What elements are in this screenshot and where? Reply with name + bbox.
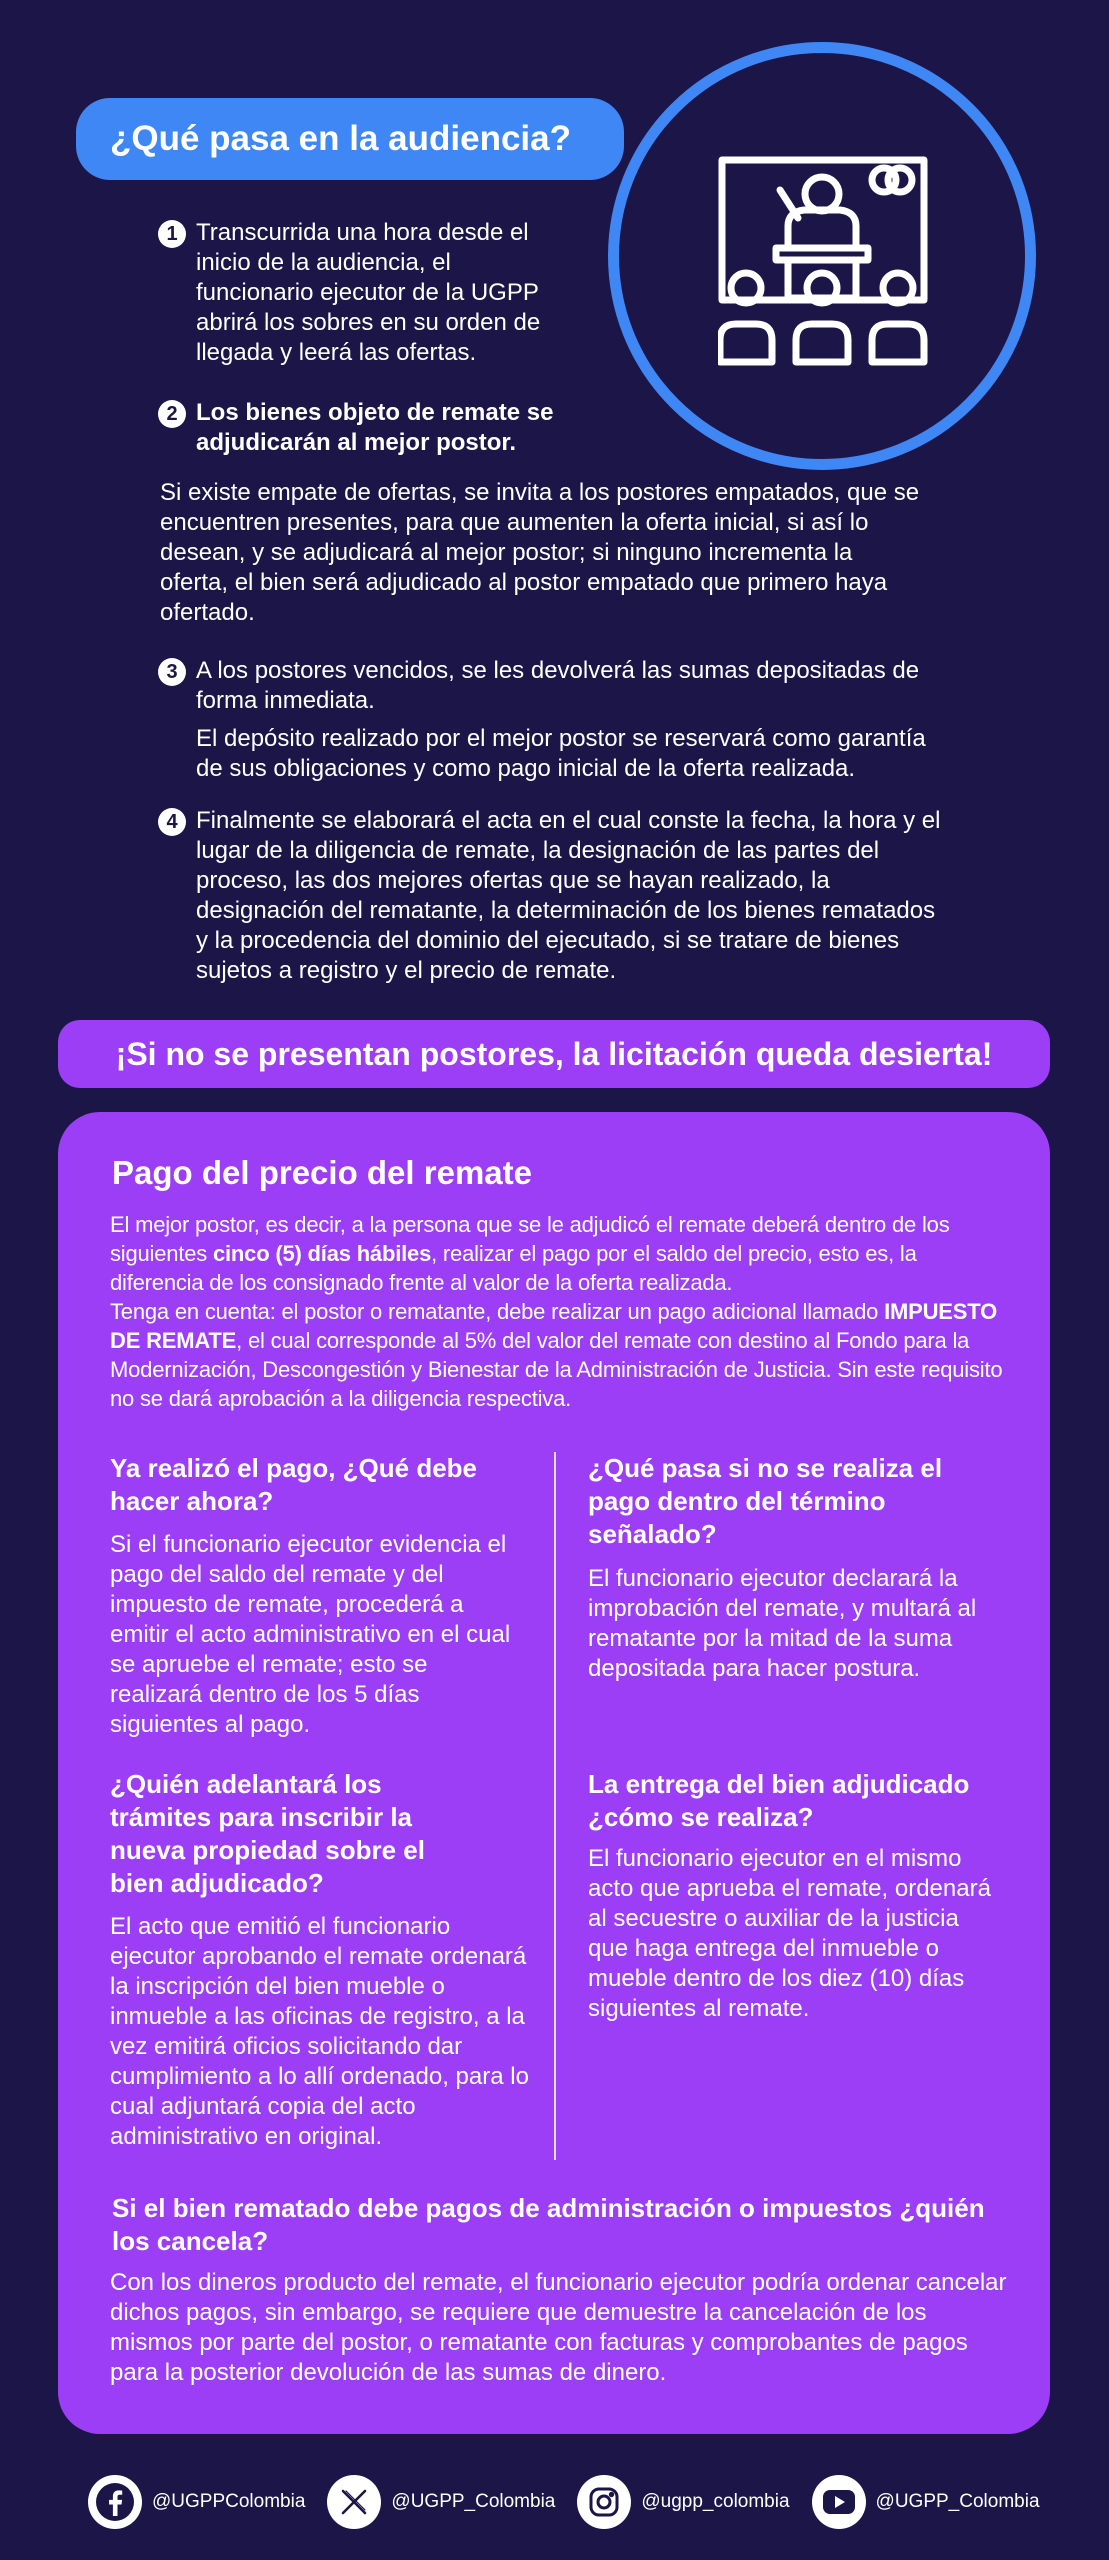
social-x[interactable] bbox=[327, 2475, 555, 2529]
facebook-icon bbox=[88, 2475, 142, 2529]
step-2-paragraph: Si existe empate de ofertas, se invita a los postores empatados, que se encuentren presentes, para que aumenten la oferta inicial, si así lo desean, y se adjudicará al mejor postor; si ninguno incrementa la oferta, el bien será adjudicado al postor empatado que primero haya ofertado. bbox=[160, 479, 920, 626]
step-3 bbox=[158, 656, 948, 716]
q2-title: ¿Qué pasa si no se realiza el pago dentro del término señalado? bbox=[588, 1453, 943, 1549]
step-2 bbox=[158, 398, 608, 458]
payment-panel bbox=[58, 1112, 1050, 2434]
column-divider bbox=[554, 1452, 556, 2160]
page-title-text: ¿Qué pasa en la audiencia? bbox=[110, 119, 571, 158]
page-title bbox=[76, 98, 624, 180]
intro-bold-deadline: cinco (5) días hábiles bbox=[212, 1241, 432, 1266]
payment-title: Pago del precio del remate bbox=[112, 1154, 532, 1191]
intro-text: , el cual corresponde al 5% del valor del remate con destino al Fondo para la Modernización, Descongestión y Bienestar de la Administración de Justicia. Sin este requisito no se dará aprobación a la diligencia respectiva. bbox=[110, 1328, 1003, 1411]
intro-text: , realizar el pago por el saldo del precio, esto es, la diferencia de los consignado frente al valor de la oferta realizada. bbox=[110, 1241, 917, 1295]
deserted-auction-banner bbox=[58, 1020, 1050, 1088]
social-handle: @UGPP_Colombia bbox=[391, 2491, 556, 2512]
step-text: A los postores vencidos, se les devolverá las sumas depositadas de forma inmediata. bbox=[196, 657, 920, 714]
payment-intro bbox=[110, 1210, 1010, 1413]
social-footer bbox=[88, 2472, 1048, 2532]
social-youtube[interactable] bbox=[812, 2475, 1040, 2529]
q5-text: Con los dineros producto del remate, el funcionario ejecutor podría ordenar cancelar dichos pagos, sin embargo, se requiere que demuestre la cancelación de los mismos por parte del postor, o rematante con facturas y comprobantes de pagos para la posterior devolución de las sumas de dinero. bbox=[110, 2269, 1007, 2386]
step-number: 1 bbox=[158, 220, 186, 248]
step-1 bbox=[158, 218, 568, 368]
social-facebook[interactable] bbox=[88, 2475, 305, 2529]
q4-text: El funcionario ejecutor en el mismo acto que aprueba el remate, ordenará al secuestre o auxiliar de la justicia que haga entrega del inmueble o mueble dentro de los diez (10) días siguientes al remate. bbox=[588, 1845, 991, 2022]
step-3-paragraph: El depósito realizado por el mejor postor se reservará como garantía de sus obligaciones y como pago inicial de la oferta realizada. bbox=[196, 725, 926, 782]
social-handle: @UGPPColombia bbox=[152, 2491, 306, 2512]
social-handle: @UGPP_Colombia bbox=[875, 2491, 1040, 2512]
q3-text: El acto que emitió el funcionario ejecutor aprobando el remate ordenará la inscripción del bien mueble o inmueble a las oficinas de registro, a la vez emitirá oficios solicitando dar cumplimiento a lo allí ordenado, para lo cual adjuntará copia del acto administrativo en original. bbox=[110, 1913, 529, 2150]
intro-text: El mejor postor, es decir, a la persona que se le adjudicó el remate deberá dentro de los siguientes bbox=[110, 1212, 950, 1266]
social-handle: @ugpp_colombia bbox=[641, 2491, 790, 2512]
x-icon bbox=[327, 2475, 381, 2529]
q5-title: Si el bien rematado debe pagos de administración o impuestos ¿quién los cancela? bbox=[112, 2193, 985, 2256]
step-number: 3 bbox=[158, 658, 186, 686]
q2-text: El funcionario ejecutor declarará la improbación del remate, y multará al rematante por la mitad de la suma depositada para hacer postura. bbox=[588, 1565, 977, 1682]
social-instagram[interactable] bbox=[577, 2475, 789, 2529]
step-text: Los bienes objeto de remate se adjudicarán al mejor postor. bbox=[196, 399, 554, 456]
banner-text: ¡Si no se presentan postores, la licitación queda desierta! bbox=[115, 1035, 993, 1072]
auction-hearing-icon bbox=[718, 156, 928, 366]
intro-text: Tenga en cuenta: el postor o rematante, debe realizar un pago adicional llamado bbox=[110, 1299, 885, 1324]
q4-title: La entrega del bien adjudicado ¿cómo se realiza? bbox=[588, 1769, 970, 1832]
step-text: Finalmente se elaborará el acta en el cual conste la fecha, la hora y el lugar de la diligencia de remate, la designación de las partes del proceso, las dos mejores ofertas que se hayan realizado, la designación del rematante, la determinación de los bienes rematados y la procedencia del dominio del ejecutado, si se tratare de bienes sujetos a registro y el precio de remate. bbox=[196, 807, 941, 984]
q1-title: Ya realizó el pago, ¿Qué debe hacer ahora? bbox=[110, 1453, 477, 1516]
step-text: Transcurrida una hora desde el inicio de la audiencia, el funcionario ejecutor de la UGPP abrirá los sobres en su orden de llegada y leerá las ofertas. bbox=[196, 219, 541, 366]
q3-title: ¿Quién adelantará los trámites para inscribir la nueva propiedad sobre el bien adjudicado? bbox=[110, 1769, 425, 1898]
step-number: 2 bbox=[158, 400, 186, 428]
youtube-icon bbox=[812, 2475, 866, 2529]
intro-bold-tax: IMPUESTO DE REMATE bbox=[110, 1299, 997, 1353]
hearing-illustration bbox=[608, 42, 1036, 470]
instagram-icon bbox=[577, 2475, 631, 2529]
step-number: 4 bbox=[158, 808, 186, 836]
q1-text: Si el funcionario ejecutor evidencia el pago del saldo del remate y del impuesto de remate, procederá a emitir el acto administrativo en el cual se apruebe el remate; esto se realizará dentro de los 5 días siguientes al pago. bbox=[110, 1531, 511, 1738]
step-4 bbox=[158, 806, 948, 986]
